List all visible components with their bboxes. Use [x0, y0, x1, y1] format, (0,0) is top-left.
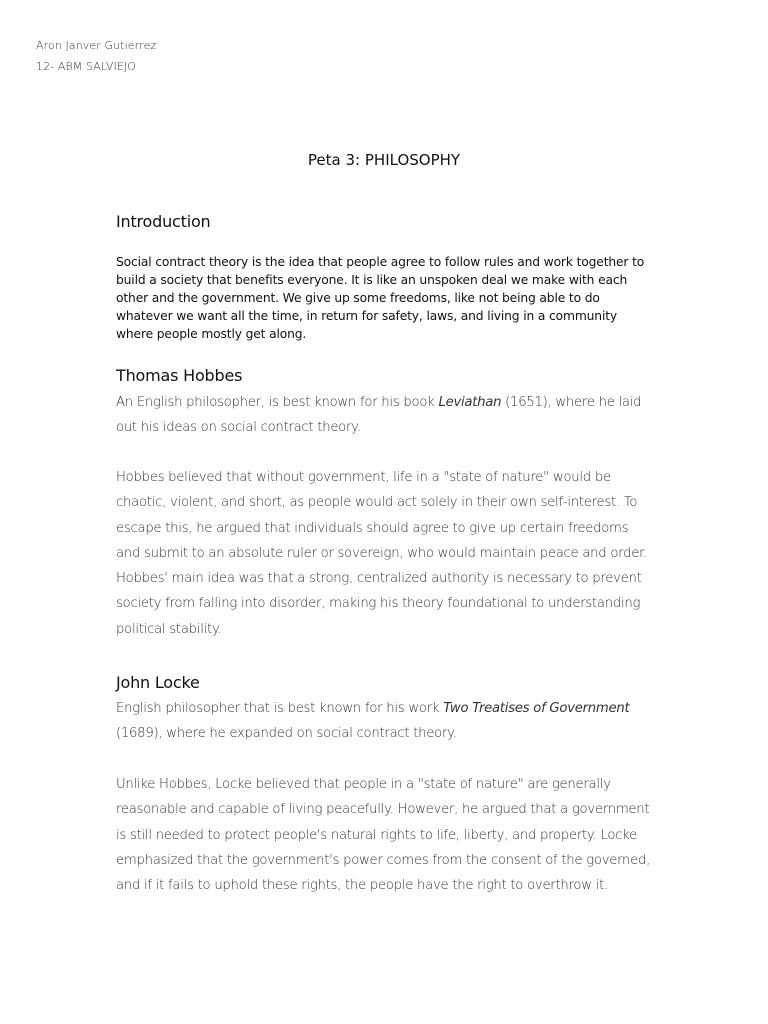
- locke-p1-text-end: (1689), where he expanded on social contract theory.: [116, 726, 457, 742]
- locke-p1-text-start: English philosopher that is best known for his work: [116, 701, 444, 716]
- hobbes-p1-text-start: An English philosopher, is best known for his book: [116, 395, 439, 410]
- hobbes-paragraph-1: [116, 390, 656, 441]
- class-section: 12- ABM SALVIEJO: [36, 60, 137, 73]
- introduction-body: Social contract theory is the idea that people agree to follow rules and work together to build a society that benefits everyone. It is like an unspoken deal we make with each other and the government. We give up some freedoms, like not being able to do whatever we want all the time, in return for safety, laws, and living in a community where people mostly get along.: [116, 255, 645, 341]
- page-title: Peta 3: PHILOSOPHY: [307, 151, 461, 169]
- author-name: Aron Janver Gutierrez: [36, 39, 157, 52]
- locke-heading: John Locke: [116, 673, 200, 692]
- hobbes-heading: Thomas Hobbes: [116, 366, 243, 385]
- locke-paragraph-2: Unlike Hobbes, Locke believed that people in a "state of nature" are generally reasonable and capable of living peacefully. However, he argued that a government is still needed to protect people's natural rights to life, liberty, and property. Locke emphasized that the government's power comes from the consent of the governed, and if it fails to uphold these rights, the people have the right to overthrow it.: [116, 777, 651, 894]
- introduction-heading: Introduction: [116, 212, 211, 231]
- hobbes-paragraph-2: Hobbes believed that without government, life in a "state of nature" would be chaotic, violent, and short, as people would act solely in their own self-interest. To escape this, he argued that individuals should agree to give up certain freedoms and submit to an absolute ruler or sovereign, who would maintain peace and order. Hobbes' main idea was that a strong, centralized authority is necessary to prevent society from falling into disorder, making his theory foundational to understanding political stability.: [116, 470, 647, 637]
- locke-book-title: Two Treatises of Government: [443, 701, 630, 716]
- hobbes-p1-text-end: (1651), where he laid out his ideas on social contract theory.: [116, 395, 642, 436]
- locke-paragraph-1: [116, 696, 656, 747]
- hobbes-book-title: Leviathan: [438, 395, 502, 410]
